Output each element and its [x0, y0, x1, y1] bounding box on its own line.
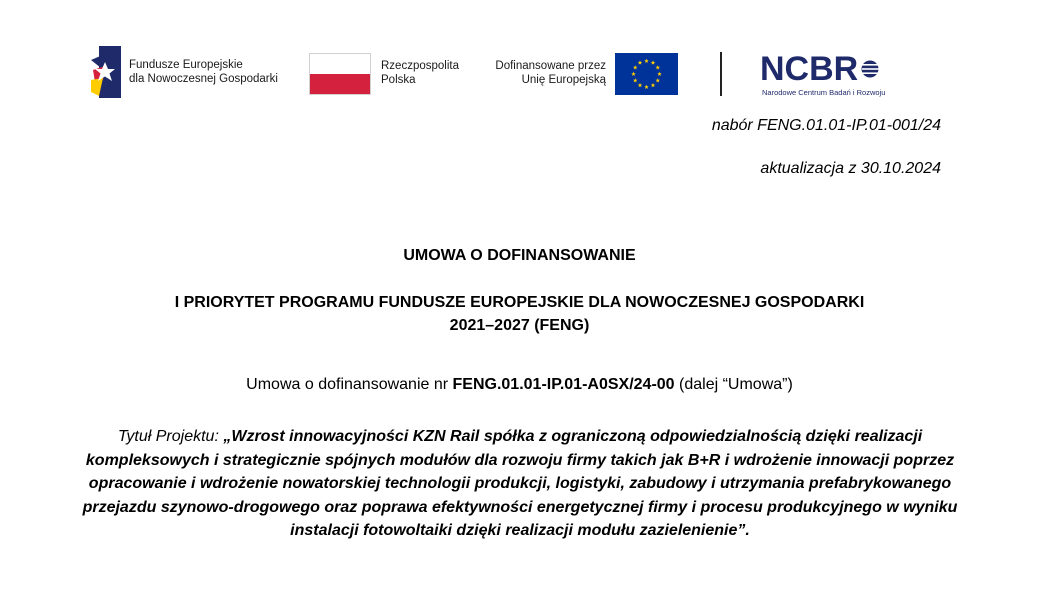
program-line2: 2021–2027 (FENG) — [449, 317, 590, 334]
eu-star-icon — [631, 72, 636, 76]
eu-star-icon — [655, 78, 660, 82]
agreement-number-line — [0, 376, 1039, 394]
eu-flag — [615, 53, 678, 95]
eu-star-icon — [651, 83, 656, 87]
fe-logo-line2: dla Nowoczesnej Gospodarki — [129, 73, 278, 85]
eu-star-icon — [633, 78, 638, 82]
fe-logo-line1: Fundusze Europejskie — [129, 59, 243, 71]
agreement-number: FENG.01.01-IP.01-A0SX/24-00 — [452, 376, 675, 393]
program-line1: I PRIORYTET PROGRAMU FUNDUSZE EUROPEJSKIE DLA NOWOCZESNEJ GOSPODARKI — [174, 294, 865, 311]
eu-star-icon — [633, 65, 638, 69]
rp-line1: Rzeczpospolita — [381, 60, 459, 72]
logo-divider — [720, 52, 722, 96]
poland-flag — [309, 53, 371, 95]
ncbr-wordmark: NCBR — [760, 50, 859, 88]
rp-logo-text — [381, 59, 459, 87]
rp-line2: Polska — [381, 74, 416, 86]
project-title-text: „Wzrost innowacyjności KZN Rail spółka z ograniczoną odpowiedzialnością dzięki realizacji kompleksowych i strategicznie spójnych modułów dla rozwoju firmy takich jak B+R i wdrożenie innowacji poprzez opracowanie i wdrożenie nowatorskiej technologii produkcji, logistyki, zabudowy i utrzymania prefabrykowanego przejazdu szynowo-drogowego oraz poprawa efektywności energetycznej firmy i procesu produkcyjnego w wyniku instalacji fotowoltaiki dzięki realizacji modułu zazielenienie”. — [82, 428, 958, 539]
ncbr-subtitle: Narodowe Centrum Badań i Rozwoju — [762, 88, 886, 97]
fundusze-europejskie-logo — [91, 46, 278, 98]
eu-star-icon — [638, 83, 643, 87]
eu-line2: Unię Europejską — [521, 74, 606, 86]
update-date: aktualizacja z 30.10.2024 — [760, 160, 941, 177]
ncbr-logo — [760, 52, 885, 97]
document-heading: UMOWA O DOFINANSOWANIE — [403, 247, 636, 264]
logo-bar — [0, 0, 1039, 110]
eu-star-icon — [655, 65, 660, 69]
agreement-suffix: (dalej “Umowa”) — [674, 376, 793, 393]
eu-star-icon — [657, 72, 662, 76]
eu-star-icon — [644, 85, 649, 89]
eu-stars-icon — [615, 53, 678, 95]
program-heading — [0, 291, 1039, 337]
funds-europe-star-icon — [91, 46, 121, 98]
eu-star-icon — [638, 60, 643, 64]
project-title-label: Tytuł Projektu: — [117, 428, 224, 445]
agreement-prefix: Umowa o dofinansowanie nr — [246, 376, 453, 393]
nabor-reference: nabór FENG.01.01-IP.01-001/24 — [711, 117, 941, 134]
eu-line1: Dofinansowane przez — [495, 60, 606, 72]
eu-logo-text — [488, 59, 606, 87]
eu-star-icon — [651, 60, 656, 64]
ncbr-disc-icon — [861, 60, 883, 78]
project-title — [60, 425, 980, 543]
eu-star-icon — [644, 59, 649, 63]
